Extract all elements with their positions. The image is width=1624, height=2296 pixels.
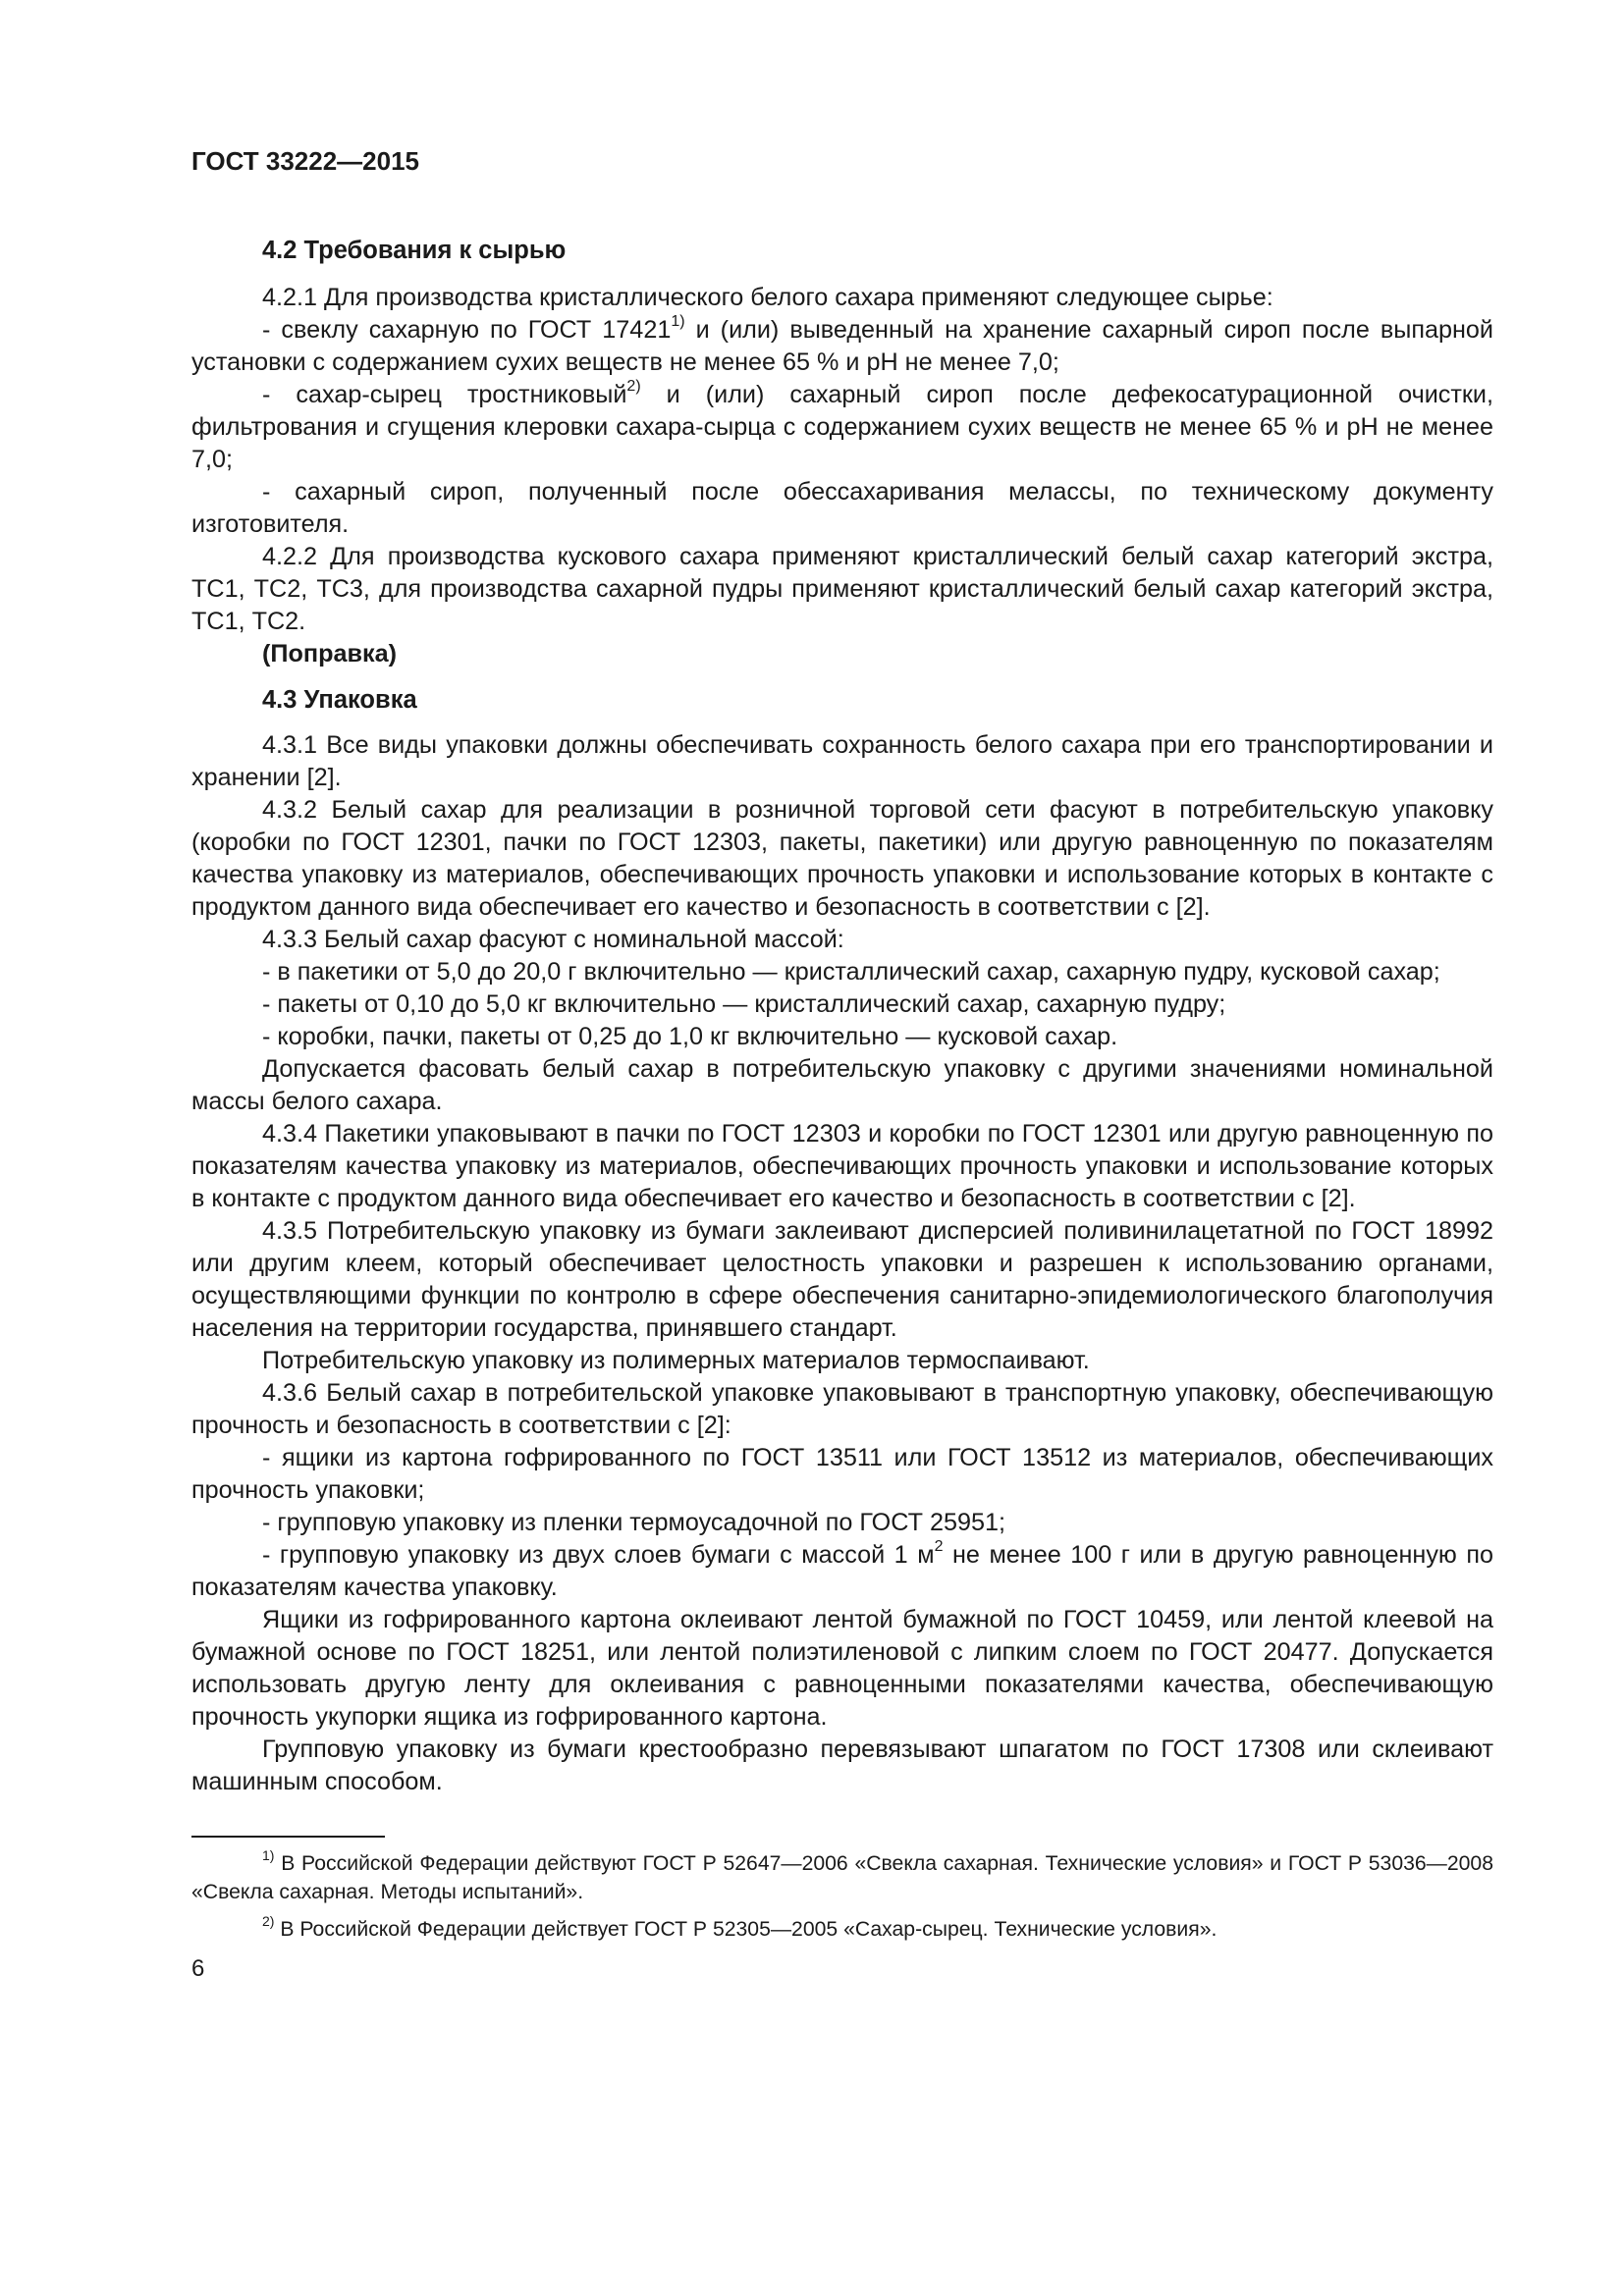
page-number: 6 <box>191 1955 205 1982</box>
paragraph-4-3-3: 4.3.3 Белый сахар фасуют с номинальной массой: <box>262 926 844 953</box>
list-item-paper-group-packaging <box>191 1539 1493 1604</box>
list-item-sugar-syrup: - сахарный сироп, полученный после обессахаривания мелассы, по техническому документу изготовителя. <box>191 478 1493 538</box>
list-item-text: и (или) выведенный на хранение сахарный сироп после выпарной установки с содержанием сухих веществ не менее 65 % и pH не менее 7,0; <box>191 316 1493 376</box>
paragraph-4-3-2: 4.3.2 Белый сахар для реализации в розничной торговой сети фасуют в потребительскую упаковку (коробки по ГОСТ 12301, пачки по ГОСТ 12303, пакеты, пакетики) или другую равноценную по показателям качества упаковку из материалов, обеспечивающих прочность упаковки и использование которых в контакте с продуктом данного вида обеспечивает его качество и безопасность в соответствии с [2]. <box>191 796 1493 921</box>
paragraph-4-3-5: 4.3.5 Потребительскую упаковку из бумаги заклеивают дисперсией поливинилацетатной по ГОСТ 18992 или другим клеем, который обеспечивает целостность упаковки и разрешен к использованию органами, осуществляющими функции по контролю в сфере обеспечения санитарно-эпидемиологического благополучия населения на территории государства, принявшего стандарт. <box>191 1217 1493 1342</box>
paragraph-4-2-1: 4.2.1 Для производства кристаллического белого сахара применяют следующее сырье: <box>262 284 1273 311</box>
footnote-2 <box>191 1912 1493 1944</box>
paragraph-twine-tying: Групповую упаковку из бумаги крестообразно перевязывают шпагатом по ГОСТ 17308 или склеивают машинным способом. <box>191 1735 1493 1795</box>
footnote-marker: 2) <box>262 1912 275 1929</box>
paragraph-4-3-6: 4.3.6 Белый сахар в потребительской упаковке упаковывают в транспортную упаковку, обеспечивающую прочность и безопасность в соответствии с [2]: <box>191 1379 1493 1439</box>
superscript-2: 2 <box>934 1537 944 1555</box>
footnote-marker: 1) <box>262 1846 275 1863</box>
list-item-packets: - пакеты от 0,10 до 5,0 кг включительно — кристаллический сахар, сахарную пудру; <box>262 990 1226 1018</box>
footnote-ref-1[interactable]: 1) <box>671 312 685 330</box>
amendment-note: (Поправка) <box>262 640 397 667</box>
list-item-text: - сахар-сырец тростниковый <box>262 381 627 408</box>
paragraph-permission: Допускается фасовать белый сахар в потребительскую упаковку с другими значениями номинальной массы белого сахара. <box>191 1055 1493 1115</box>
paragraph-box-taping: Ящики из гофрированного картона оклеивают лентой бумажной по ГОСТ 10459, или лентой клеевой на бумажной основе по ГОСТ 18251, или лентой полиэтиленовой с липким слоем по ГОСТ 20477. Допускается использовать другую ленту для оклеивания с равноценными показателями качества, обеспечивающую прочность укупорки ящика из гофрированного картона. <box>191 1606 1493 1731</box>
list-item-cardboard-boxes: - ящики из картона гофрированного по ГОСТ 13511 или ГОСТ 13512 из материалов, обеспечивающих прочность упаковки; <box>191 1444 1493 1504</box>
list-item-boxes: - коробки, пачки, пакеты от 0,25 до 1,0 кг включительно — кусковой сахар. <box>262 1023 1118 1050</box>
list-item-text: - групповую упаковку из двух слоев бумаги с массой 1 м <box>262 1541 935 1569</box>
footnote-text: В Российской Федерации действует ГОСТ Р 52305—2005 «Сахар-сырец. Технические условия». <box>274 1918 1218 1941</box>
document-id-header: ГОСТ 33222—2015 <box>191 146 419 176</box>
footnote-1 <box>191 1846 1493 1906</box>
section-title-4-3: 4.3 Упаковка <box>262 686 417 714</box>
footnote-separator <box>191 1836 385 1838</box>
list-item-shrink-film: - групповую упаковку из пленки термоусадочной по ГОСТ 25951; <box>262 1509 1005 1536</box>
list-item-sugar-beet <box>191 314 1493 379</box>
paragraph-4-3-1: 4.3.1 Все виды упаковки должны обеспечивать сохранность белого сахара при его транспортировании и хранении [2]. <box>191 731 1493 791</box>
section-title-4-2: 4.2 Требования к сырью <box>262 237 567 264</box>
footnote-ref-2[interactable]: 2) <box>626 377 641 395</box>
paragraph-4-2-2: 4.2.2 Для производства кускового сахара применяют кристаллический белый сахар категорий экстра, ТС1, ТС2, ТС3, для производства сахарной пудры применяют кристаллический белый сахар категорий экстра, ТС1, ТС2. <box>191 543 1493 635</box>
list-item-text: - свеклу сахарную по ГОСТ 17421 <box>262 316 672 344</box>
footnote-text: В Российской Федерации действуют ГОСТ Р 52647—2006 «Свекла сахарная. Технические условия» и ГОСТ Р 53036—2008 «Свекла сахарная. Методы испытаний». <box>191 1852 1493 1903</box>
list-item-text: и (или) сахарный сироп после дефекосатурационной очистки, фильтрования и сгущения клеровки сахара-сырца с содержанием сухих веществ не менее 65 % и pH не менее 7,0; <box>191 381 1493 473</box>
list-item-sachets: - в пакетики от 5,0 до 20,0 г включительно — кристаллический сахар, сахарную пудру, кусковой сахар; <box>262 958 1440 986</box>
paragraph-4-3-4: 4.3.4 Пакетики упаковывают в пачки по ГОСТ 12303 и коробки по ГОСТ 12301 или другую равноценную по показателям качества упаковку из материалов, обеспечивающих прочность упаковки и использование которых в контакте с продуктом данного вида обеспечивает его качество и безопасность в соответствии с [2]. <box>191 1120 1493 1212</box>
document-page <box>191 145 1493 1985</box>
list-item-text: не менее 100 г или в другую равноценную по показателям качества упаковку. <box>191 1541 1494 1601</box>
paragraph-polymer-packaging: Потребительскую упаковку из полимерных материалов термоспаивают. <box>262 1347 1090 1374</box>
list-item-raw-cane-sugar <box>191 379 1493 476</box>
